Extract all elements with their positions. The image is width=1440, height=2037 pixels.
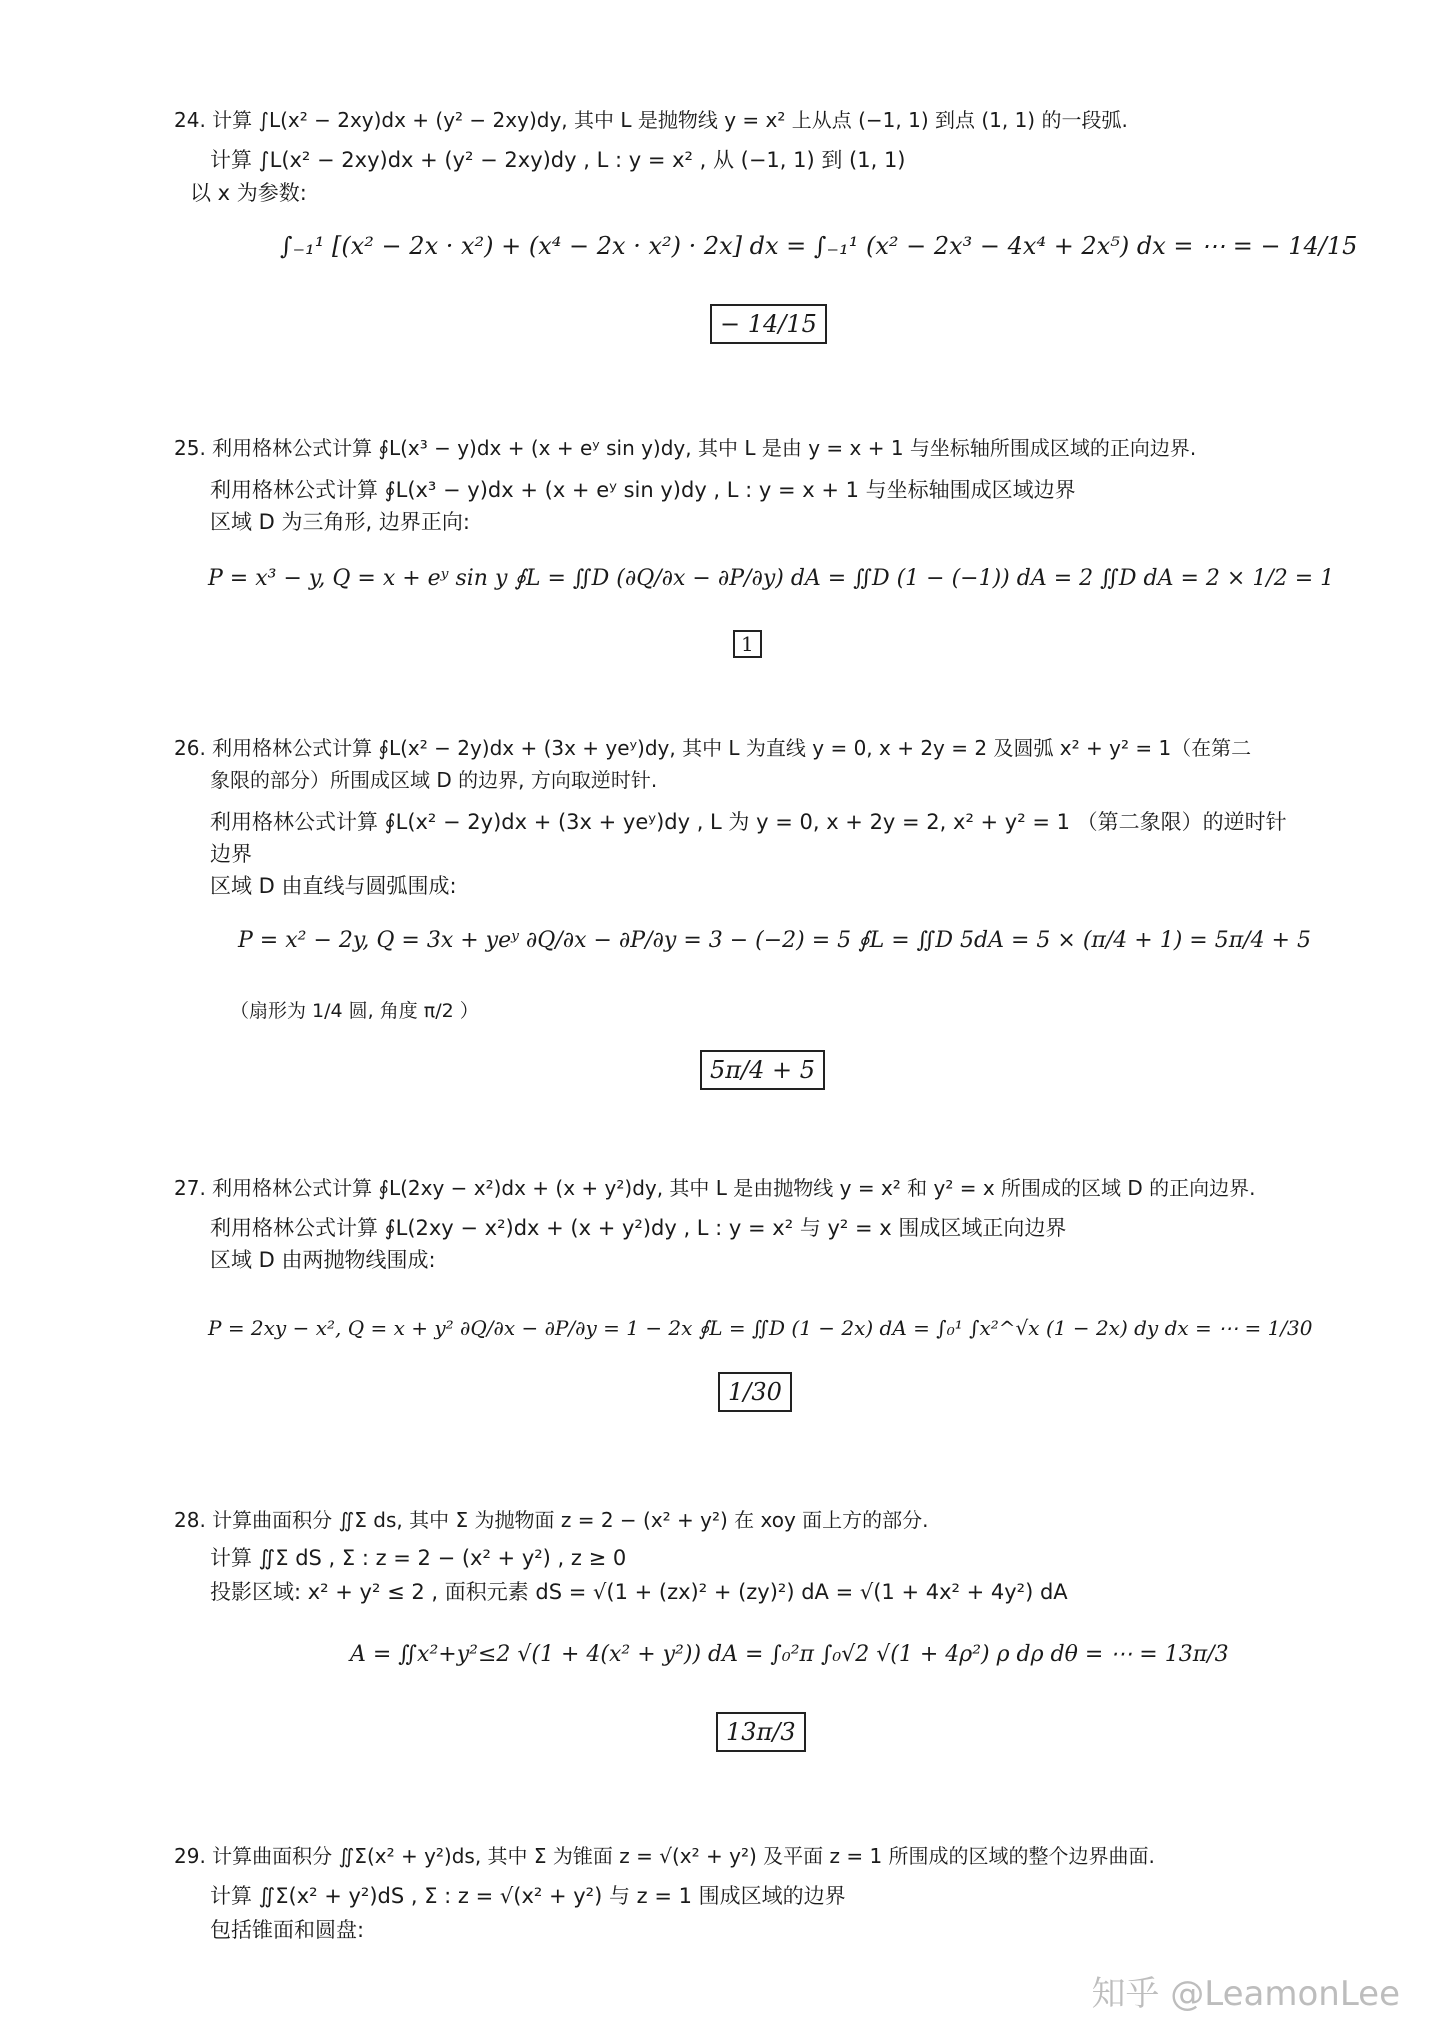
problem-25-equation: P = x³ − y, Q = x + eʸ sin y ∮L = ∬D (∂Q/∂x − ∂P/∂y) dA = ∬D (1 − (−1)) dA = 2 ∬D dA = 2 × 1/2 = 1 — [208, 566, 1335, 591]
problem-26-line-2: 边界 — [210, 842, 252, 866]
problem-26-answer: 5π/4 + 5 — [700, 1050, 825, 1090]
problem-26-question-cont: 象限的部分）所围成区域 D 的边界, 方向取逆时针. — [210, 768, 658, 792]
problem-27-question: 27. 利用格林公式计算 ∮L(2xy − x²)dx + (x + y²)dy, 其中 L 是由抛物线 y = x² 和 y² = x 所围成的区域 D 的正向边界. — [174, 1176, 1256, 1200]
problem-27-answer: 1/30 — [718, 1372, 792, 1412]
problem-24-equation: ∫₋₁¹ [(x² − 2x · x²) + (x⁴ − 2x · x²) · 2x] dx = ∫₋₁¹ (x² − 2x³ − 4x⁴ + 2x⁵) dx = ⋯ = − 14/15 — [280, 232, 1358, 260]
problem-28-answer: 13π/3 — [716, 1712, 806, 1752]
problem-28-line-2: 投影区域: x² + y² ≤ 2 , 面积元素 dS = √(1 + (zx)² + (zy)²) dA = √(1 + 4x² + 4y²) dA — [210, 1580, 1068, 1604]
problem-29-line-1: 计算 ∬Σ(x² + y²)dS , Σ : z = √(x² + y²) 与 z = 1 围成区域的边界 — [210, 1884, 846, 1908]
problem-24-line-1: 计算 ∫L(x² − 2xy)dx + (y² − 2xy)dy , L : y = x² , 从 (−1, 1) 到 (1, 1) — [210, 148, 906, 172]
watermark: 知乎 @LeamonLee — [1091, 1974, 1400, 2014]
problem-27-line-2: 区域 D 由两抛物线围成: — [210, 1248, 436, 1272]
problem-25-line-2: 区域 D 为三角形, 边界正向: — [210, 510, 470, 534]
problem-29-line-2: 包括锥面和圆盘: — [210, 1918, 365, 1942]
problem-26-equation: P = x² − 2y, Q = 3x + yeʸ ∂Q/∂x − ∂P/∂y = 3 − (−2) = 5 ∮L = ∬D 5dA = 5 × (π/4 + 1) = 5π/4 + 5 — [238, 928, 1311, 953]
problem-28-line-1: 计算 ∬Σ dS , Σ : z = 2 − (x² + y²) , z ≥ 0 — [210, 1546, 627, 1570]
problem-28-question: 28. 计算曲面积分 ∬Σ ds, 其中 Σ 为抛物面 z = 2 − (x² + y²) 在 xoy 面上方的部分. — [174, 1508, 929, 1532]
problem-26-note: （扇形为 1/4 圆, 角度 π/2 ） — [230, 1000, 479, 1022]
problem-25-question: 25. 利用格林公式计算 ∮L(x³ − y)dx + (x + eʸ sin y)dy, 其中 L 是由 y = x + 1 与坐标轴所围成区域的正向边界. — [174, 436, 1197, 460]
problem-26-line-3: 区域 D 由直线与圆弧围成: — [210, 874, 457, 898]
problem-24-question: 24. 计算 ∫L(x² − 2xy)dx + (y² − 2xy)dy, 其中 L 是抛物线 y = x² 上从点 (−1, 1) 到点 (1, 1) 的一段弧. — [174, 108, 1128, 132]
problem-24-answer: − 14/15 — [710, 304, 827, 344]
problem-28-equation: A = ∬x²+y²≤2 √(1 + 4(x² + y²)) dA = ∫₀²π ∫₀√2 √(1 + 4ρ²) ρ dρ dθ = ⋯ = 13π/3 — [350, 1642, 1229, 1667]
problem-26-question: 26. 利用格林公式计算 ∮L(x² − 2y)dx + (3x + yeʸ)dy, 其中 L 为直线 y = 0, x + 2y = 2 及圆弧 x² + y² = 1（在第二 — [174, 736, 1252, 760]
problem-25-answer: 1 — [733, 630, 762, 658]
problem-24-line-2: 以 x 为参数: — [190, 181, 307, 205]
problem-27-line-1: 利用格林公式计算 ∮L(2xy − x²)dx + (x + y²)dy , L : y = x² 与 y² = x 围成区域正向边界 — [210, 1216, 1067, 1240]
problem-27-equation: P = 2xy − x², Q = x + y² ∂Q/∂x − ∂P/∂y = 1 − 2x ∮L = ∬D (1 − 2x) dA = ∫₀¹ ∫x²^√x (1 − 2x) dy dx = ⋯ = 1/30 — [208, 1316, 1313, 1340]
problem-26-line-1: 利用格林公式计算 ∮L(x² − 2y)dx + (3x + yeʸ)dy , L 为 y = 0, x + 2y = 2, x² + y² = 1 （第二象限）的逆时针 — [210, 810, 1287, 834]
problem-25-line-1: 利用格林公式计算 ∮L(x³ − y)dx + (x + eʸ sin y)dy , L : y = x + 1 与坐标轴围成区域边界 — [210, 478, 1076, 502]
problem-29-question: 29. 计算曲面积分 ∬Σ(x² + y²)ds, 其中 Σ 为锥面 z = √(x² + y²) 及平面 z = 1 所围成的区域的整个边界曲面. — [174, 1844, 1155, 1868]
